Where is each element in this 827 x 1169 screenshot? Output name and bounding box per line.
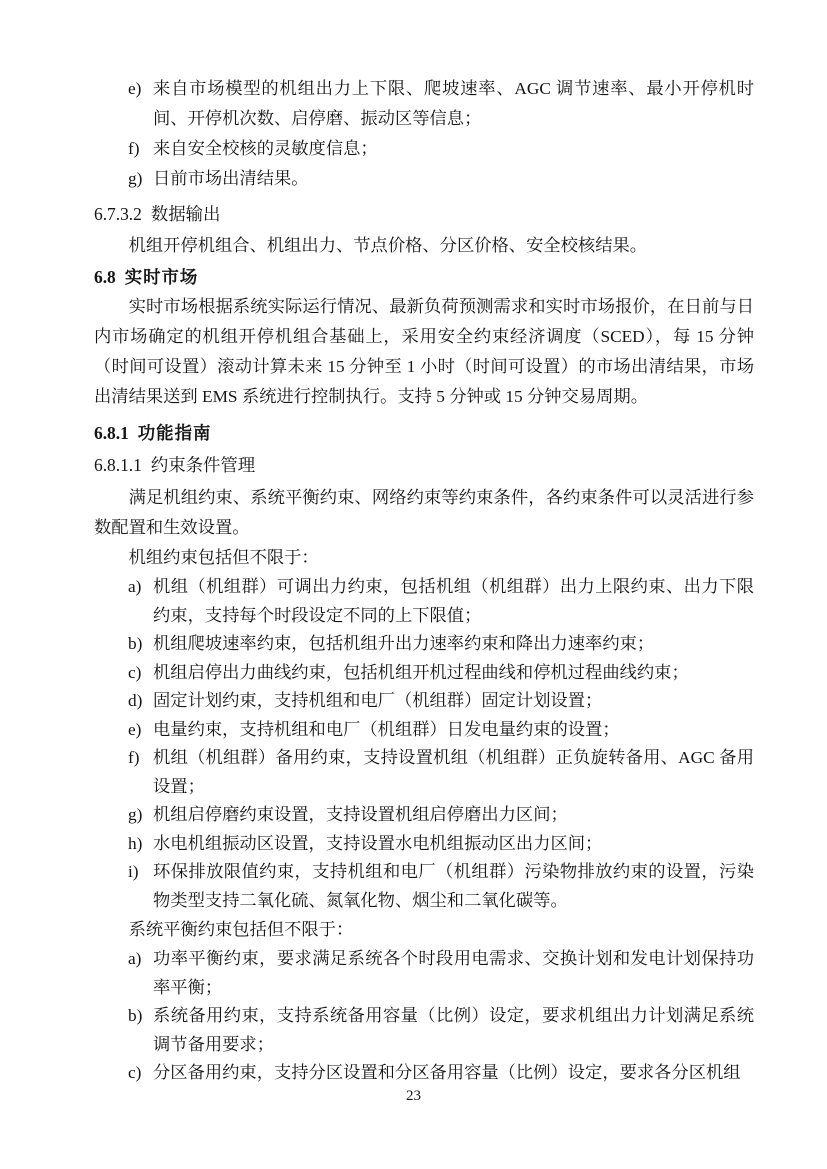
list-item-text: 机组（机组群）可调出力约束，包括机组（机组群）出力上限约束、出力下限约束，支持每个时段设定不同的上下限值； xyxy=(153,577,754,625)
heading-title: 实时市场 xyxy=(124,267,199,287)
list-marker: a) xyxy=(128,949,142,968)
heading-number: 6.8 xyxy=(94,267,116,287)
page-content xyxy=(94,74,754,1088)
list-item xyxy=(94,716,754,745)
list-marker: b) xyxy=(128,1006,143,1025)
list-item-text: 来自安全校核的灵敏度信息； xyxy=(153,139,378,158)
list-item-text: 机组启停出力曲线约束，包括机组开机过程曲线和停机过程曲线约束； xyxy=(153,662,689,682)
list-item-text: 机组（机组群）备用约束，支持设置机组（机组群）正负旋转备用、AGC 备用设置； xyxy=(153,748,754,796)
section-heading-data-output xyxy=(94,199,754,229)
list-item xyxy=(94,1002,754,1059)
list-item xyxy=(94,687,754,716)
heading-number: 6.8.1.1 xyxy=(94,455,142,475)
list-item xyxy=(94,744,754,801)
list-marker: d) xyxy=(128,691,143,710)
data-input-list xyxy=(94,74,754,194)
paragraph-balance-constraints-lead: 系统平衡约束包括但不限于： xyxy=(128,920,354,939)
list-item xyxy=(94,1059,754,1088)
list-marker: e) xyxy=(128,79,142,98)
list-item-text: 固定计划约束，支持机组和电厂（机组群）固定计划设置； xyxy=(153,691,603,710)
list-item-text: 机组爬坡速率约束，包括机组升出力速率约束和降出力速率约束； xyxy=(153,634,655,653)
list-item-text: 来自市场模型的机组出力上下限、爬坡速率、AGC 调节速率、最小开停机时间、开停机次数、启停磨、振动区等信息； xyxy=(153,79,754,128)
section-heading-realtime-market xyxy=(94,262,754,292)
list-item-text: 日前市场出清结果。 xyxy=(153,169,309,188)
balance-constraints-list xyxy=(94,945,754,1088)
list-marker: g) xyxy=(128,169,143,188)
heading-number: 6.8.1 xyxy=(94,423,129,443)
heading-number: 6.7.3.2 xyxy=(94,204,142,224)
list-marker: a) xyxy=(128,577,142,596)
paragraph-realtime-market: 实时市场根据系统实际运行情况、最新负荷预测需求和实时市场报价，在日前与日内市场确定的机组开停机组合基础上，采用安全约束经济调度（SCED），每 15 分钟（时间可设置）滚动计算未来 15 分钟至 1 小时（时间可设置）的市场出清结果，市场出清结果送到 EMS 系统进行控制执行。支持 5 分钟或 15 分钟交易周期。 xyxy=(94,297,754,406)
list-marker: f) xyxy=(128,748,140,767)
list-item xyxy=(94,630,754,659)
list-marker: c) xyxy=(128,662,142,682)
list-item xyxy=(94,830,754,859)
list-item xyxy=(94,74,754,134)
list-item xyxy=(94,945,754,1002)
list-item xyxy=(94,659,754,688)
unit-constraints-list xyxy=(94,573,754,915)
paragraph-unit-constraints-lead: 机组约束包括但不限于： xyxy=(128,548,319,567)
section-heading-function-guide xyxy=(94,418,754,448)
list-item xyxy=(94,858,754,915)
page-number: 23 xyxy=(406,1088,421,1104)
list-item-text: 机组启停磨约束设置，支持设置机组启停磨出力区间； xyxy=(153,805,568,824)
list-marker: e) xyxy=(128,719,142,739)
heading-title: 约束条件管理 xyxy=(150,455,256,475)
list-marker: g) xyxy=(128,805,143,824)
list-item-text: 功率平衡约束，要求满足系统各个时段用电需求、交换计划和发电计划保持功率平衡； xyxy=(153,949,754,997)
list-marker: i) xyxy=(128,862,139,881)
list-marker: c) xyxy=(128,1063,142,1082)
list-item-text: 环保排放限值约束，支持机组和电厂（机组群）污染物排放约束的设置，污染物类型支持二氧化硫、氮氧化物、烟尘和二氧化碳等。 xyxy=(153,862,754,910)
paragraph-data-output: 机组开停机组合、机组出力、节点价格、分区价格、安全校核结果。 xyxy=(128,236,648,255)
list-marker: f) xyxy=(128,139,140,158)
list-marker: h) xyxy=(128,833,143,853)
heading-title: 数据输出 xyxy=(150,204,221,224)
list-marker: b) xyxy=(128,634,143,653)
heading-title: 功能指南 xyxy=(137,423,212,443)
list-item-text: 系统备用约束，支持系统备用容量（比例）设定，要求机组出力计划满足系统调节备用要求； xyxy=(153,1006,754,1054)
list-item-text: 水电机组振动区设置，支持设置水电机组振动区出力区间； xyxy=(153,833,603,853)
list-item xyxy=(94,164,754,194)
list-item xyxy=(94,801,754,830)
paragraph-constraint-intro: 满足机组约束、系统平衡约束、网络约束等约束条件，各约束条件可以灵活进行参数配置和生效设置。 xyxy=(94,488,754,537)
list-item-text: 电量约束，支持机组和电厂（机组群）日发电量约束的设置； xyxy=(153,719,620,739)
list-item-text: 分区备用约束，支持分区设置和分区备用容量（比例）设定，要求各分区机组 xyxy=(153,1063,741,1082)
list-item xyxy=(94,573,754,630)
list-item xyxy=(94,134,754,164)
section-heading-constraint-mgmt xyxy=(94,450,754,480)
